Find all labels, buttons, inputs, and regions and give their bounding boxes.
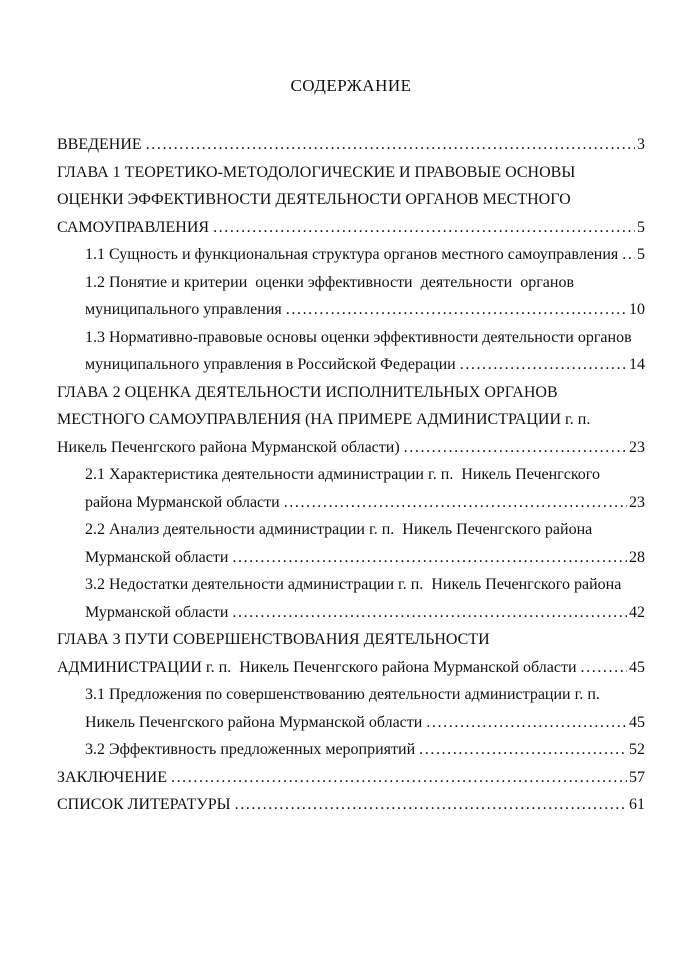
toc-entry	[57, 516, 645, 544]
dot-leader	[171, 764, 627, 792]
toc-entry	[57, 764, 645, 792]
toc-entry	[57, 791, 645, 819]
dot-leader	[232, 599, 627, 627]
toc-page-number: 42	[629, 603, 645, 621]
toc-entry-text: 1.3 Нормативно-правовые основы оценки эффективности деятельности органов	[85, 328, 632, 346]
toc-entry-text: САМОУПРАВЛЕНИЯ	[57, 218, 210, 236]
toc-entry-text: МЕСТНОГО САМОУПРАВЛЕНИЯ (НА ПРИМЕРЕ АДМИНИСТРАЦИИ г. п.	[57, 411, 591, 428]
toc-page-number: 5	[637, 246, 645, 263]
toc-page-number: 23	[629, 438, 645, 456]
dot-leader	[419, 736, 627, 764]
toc-entry	[57, 709, 645, 737]
toc-page-number: 45	[629, 658, 645, 676]
toc-entry-text: Никель Печенгского района Мурманской области)	[57, 438, 400, 456]
toc-page-number: 52	[629, 741, 645, 758]
toc-page-number: 61	[629, 796, 645, 813]
toc-entry	[57, 159, 645, 187]
toc-page-number: 23	[629, 493, 645, 511]
dot-leader	[235, 791, 627, 819]
toc-entry	[57, 461, 645, 489]
toc-entry-text: Мурманской области	[85, 603, 229, 621]
dot-leader	[622, 241, 635, 269]
toc-entry	[57, 571, 645, 599]
toc-entry-text: 3.2 Недостатки деятельности администрации г. п. Никель Печенгского района	[85, 576, 622, 593]
toc-entry-text: ОЦЕНКИ ЭФФЕКТИВНОСТИ ДЕЯТЕЛЬНОСТИ ОРГАНОВ МЕСТНОГО	[57, 191, 571, 208]
dot-leader	[232, 544, 627, 572]
toc-entry	[57, 131, 645, 159]
toc-entry	[57, 296, 645, 324]
toc-entry	[57, 186, 645, 214]
toc-entry-text: района Мурманской области	[85, 493, 280, 511]
toc-page-number: 10	[629, 301, 645, 318]
dot-leader	[581, 654, 627, 682]
toc-entry	[57, 654, 645, 682]
toc-page-number: 5	[637, 218, 645, 236]
toc-entry	[57, 434, 645, 462]
dot-leader	[460, 351, 627, 379]
toc-entry	[57, 324, 645, 352]
dot-leader	[404, 434, 627, 462]
toc-entry-text: 3.2 Эффективность предложенных мероприятий	[85, 741, 416, 758]
toc-page-number: 14	[629, 356, 645, 373]
toc-entry	[57, 599, 645, 627]
toc-entry-text: СПИСОК ЛИТЕРАТУРЫ	[57, 796, 231, 813]
toc-entry-text: Никель Печенгского района Мурманской области	[85, 713, 423, 731]
toc-page-number: 28	[629, 548, 645, 566]
toc-entry	[57, 351, 645, 379]
dot-leader	[284, 489, 627, 517]
toc-page-number: 45	[629, 713, 645, 731]
toc-entry-text: ГЛАВА 2 ОЦЕНКА ДЕЯТЕЛЬНОСТИ ИСПОЛНИТЕЛЬНЫХ ОРГАНОВ	[57, 383, 558, 401]
dot-leader	[213, 214, 635, 242]
toc-entry-text: ГЛАВА 1 ТЕОРЕТИКО-МЕТОДОЛОГИЧЕСКИЕ И ПРАВОВЫЕ ОСНОВЫ	[57, 163, 576, 181]
toc-list	[57, 131, 645, 819]
toc-entry-text: 2.2 Анализ деятельности администрации г. п. Никель Печенгского района	[85, 521, 593, 538]
toc-entry-text: муниципального управления в Российской Федерации	[85, 356, 456, 373]
toc-entry-text: ВВЕДЕНИЕ	[57, 136, 142, 153]
toc-entry-text: 1.1 Сущность и функциональная структура органов местного самоуправления	[85, 246, 619, 263]
toc-entry-text: АДМИНИСТРАЦИИ г. п. Никель Печенгского района Мурманской области	[57, 658, 577, 676]
toc-entry	[57, 406, 645, 434]
toc-entry	[57, 241, 645, 269]
toc-entry-text: 3.1 Предложения по совершенствованию деятельности администрации г. п.	[85, 686, 600, 703]
page-title: СОДЕРЖАНИЕ	[290, 76, 412, 95]
toc-page-number: 57	[629, 768, 645, 786]
toc-entry	[57, 214, 645, 242]
dot-leader	[426, 709, 627, 737]
toc-entry	[57, 681, 645, 709]
toc-entry-text: 2.1 Характеристика деятельности администрации г. п. Никель Печенгского	[85, 466, 600, 483]
toc-entry-text: 1.2 Понятие и критерии оценки эффективности деятельности органов	[85, 273, 574, 291]
toc-entry-text: ЗАКЛЮЧЕНИЕ	[57, 768, 167, 786]
toc-entry-text: муниципального управления	[85, 301, 282, 318]
toc-page-number: 3	[637, 136, 645, 153]
toc-entry	[57, 379, 645, 407]
toc-entry	[57, 544, 645, 572]
toc-entry	[57, 626, 645, 654]
dot-leader	[146, 131, 635, 159]
toc-entry	[57, 489, 645, 517]
toc-entry-text: Мурманской области	[85, 548, 229, 566]
toc-entry	[57, 736, 645, 764]
toc-entry-text: ГЛАВА 3 ПУТИ СОВЕРШЕНСТВОВАНИЯ ДЕЯТЕЛЬНОСТИ	[57, 631, 490, 648]
toc-entry	[57, 269, 645, 297]
dot-leader	[286, 296, 627, 324]
